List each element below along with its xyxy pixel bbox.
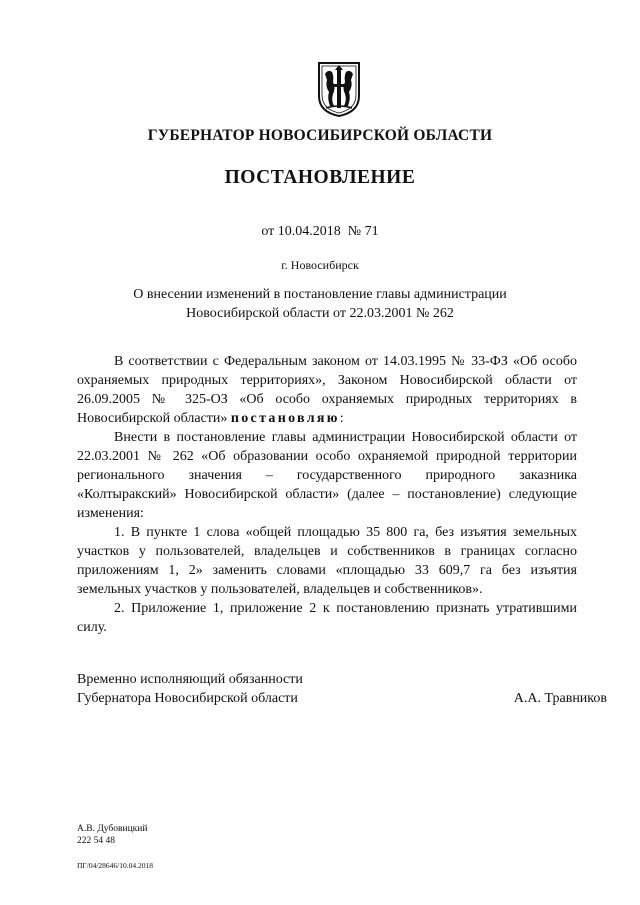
subject-line-2: Новосибирской области от 22.03.2001 № 262 (186, 306, 454, 321)
coat-of-arms-emblem (316, 60, 362, 118)
paragraph-item-1: 1. В пункте 1 слова «общей площадью 35 800 га, без изъятия земельных участков у пользователей, владельцев и собственников в границах согласно приложениям 1, 2» заменить словами «площадью 33 609,7 га без изъятия земельных участков у пользователей, владельцев и собственников». (77, 525, 577, 597)
executor-name: А.В. Дубовицкий (77, 824, 148, 834)
signatory-title-line-1: Временно исполняющий обязанности (77, 672, 303, 687)
city-line: г. Новосибирск (281, 258, 359, 272)
signature-row (77, 689, 607, 708)
date-number-line: от 10.04.2018 № 71 (261, 224, 379, 239)
subject-line-1: О внесении изменений в постановление главы администрации (133, 287, 507, 302)
document-body (77, 352, 577, 637)
signature-block (77, 670, 607, 708)
document-subject (0, 285, 640, 323)
document-code: ПГ/04/28646/10.04.2018 (77, 861, 154, 870)
signatory-title-line-2: Губернатора Новосибирской области (77, 691, 298, 706)
paragraph-preamble (77, 352, 577, 428)
executor-phone: 222 54 48 (77, 836, 115, 846)
preamble-colon: : (339, 411, 344, 426)
paragraph-item-2: 2. Приложение 1, приложение 2 к постановлению признать утратившими силу. (77, 601, 577, 635)
signatory-name: А.А. Травников (513, 691, 607, 706)
paragraph-amend: Внести в постановление главы администрации Новосибирской области от 22.03.2001 № 262 «Об образовании особо охраняемой природной территории регионального значения – государственного природного заказника «Колтыракский» Новосибирской области» (далее – постановление) следующие изменения: (77, 430, 577, 521)
preamble-text: В соответствии с Федеральным законом от 14.03.1995 № 33-ФЗ «Об особо охраняемых природных территориях», Законом Новосибирской области от 26.09.2005 № 325-ОЗ «Об особо охраняемых природных территориях в Новосибирской области» (77, 354, 577, 426)
preamble-decree-word: постановляю (230, 411, 340, 426)
issuer-title: ГУБЕРНАТОР НОВОСИБИРСКОЙ ОБЛАСТИ (147, 127, 493, 144)
document-type-title: ПОСТАНОВЛЕНИЕ (224, 167, 416, 188)
